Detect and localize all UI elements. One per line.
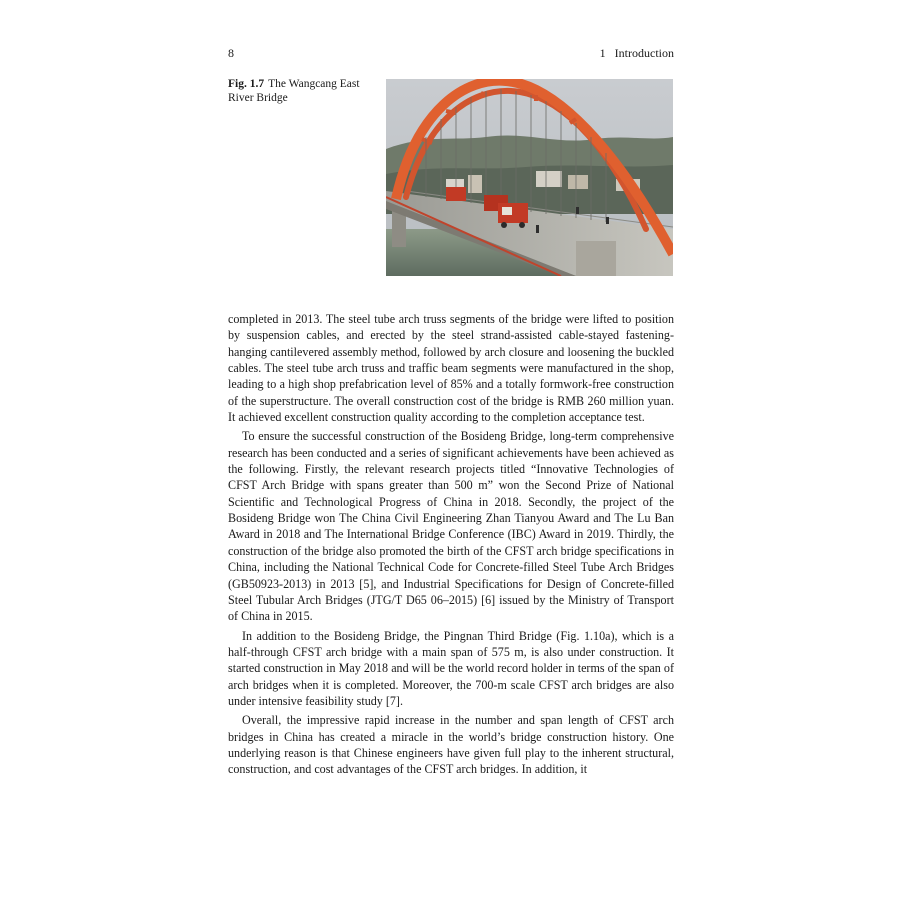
bridge-photo-illustration bbox=[386, 79, 673, 276]
page-header bbox=[228, 46, 674, 62]
paragraph: Overall, the impressive rapid increase in the number and span length of CFST arch bridges in China has created a miracle in the world’s bridge construction history. One underlying reason is that Chinese engineers have given full play to the inherent structural, construction, and cost advantages of the CFST arch bridges. In addition, it bbox=[228, 713, 674, 777]
paragraph: completed in 2013. The steel tube arch truss segments of the bridge were lifted to position by suspension cables, and erected by the steel strand-assisted cable-stayed fastening-hanging cantilevered assembly method, followed by arch closure and loosening the buckled cables. The steel tube arch truss and traffic beam segments were manufactured in the shop, leading to a high shop prefabrication level of 85% and a totally formwork-free construction of the superstructure. The overall construction cost of the bridge is RMB 260 million yuan. It achieved excellent construction quality according to the completion acceptance test. bbox=[228, 312, 674, 425]
running-head: 1 Introduction bbox=[599, 46, 674, 60]
page-number: 8 bbox=[228, 46, 234, 60]
figure-caption bbox=[228, 77, 378, 105]
bridge-photo bbox=[386, 79, 673, 276]
body-text bbox=[228, 311, 674, 781]
paragraph: To ensure the successful construction of the Bosideng Bridge, long-term comprehensive research has been conducted and a series of significant achievements have been achieved as the following. Firstly, the relevant research projects titled “Innovative Technologies of CFST Arch Bridge with spans greater than 500 m” won the Second Prize of National Scientific and Technological Progress of China in 2018. Secondly, the project of the Bosideng Bridge won The China Civil Engineering Zhan Tianyou Award and The Lu Ban Award in 2018 and The International Bridge Conference (IBC) Award in 2019. Thirdly, the construction of the bridge also promoted the birth of the CFST arch bridge specifications in China, including the National Technical Code for Concrete-filled Steel Tube Arch Bridges (GB50923-2013) in 2013 [5], and Industrial Specifications for Design of Concrete-filled Steel Tubular Arch Bridges (JTG/T D65 06–2015) [6] issued by the Ministry of Transport of China in 2015. bbox=[228, 429, 674, 624]
figure-caption-text: The Wangcang East River Bridge bbox=[228, 78, 360, 104]
paragraph: In addition to the Bosideng Bridge, the Pingnan Third Bridge (Fig. 1.10a), which is a half-through CFST arch bridge with a main span of 575 m, is also under construction. It started construction in May 2018 and will be the world record holder in terms of the span of arch bridges when it is completed. Moreover, the 700-m scale CFST arch bridges are also under intensive feasibility study [7]. bbox=[228, 628, 674, 708]
figure-label: Fig. 1.7 bbox=[228, 78, 265, 90]
